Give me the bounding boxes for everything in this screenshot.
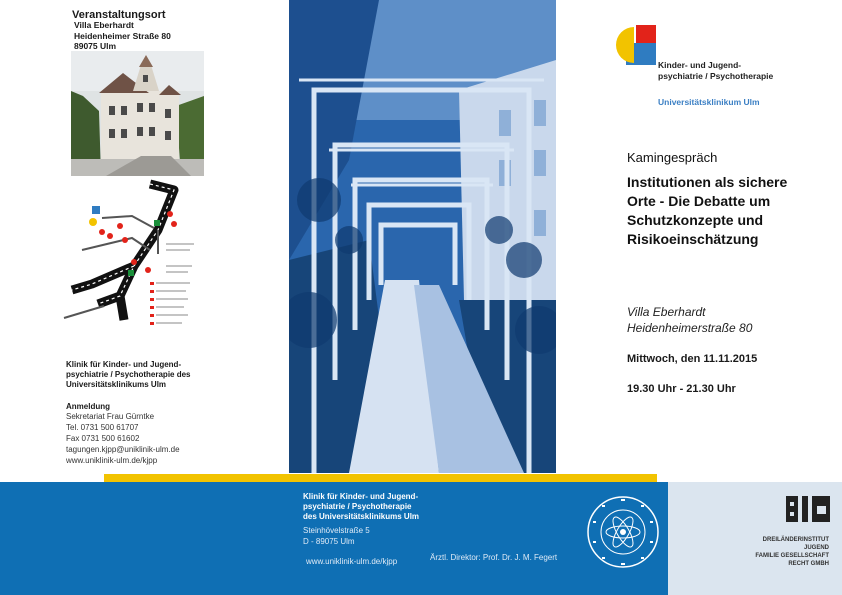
- registration-website-link[interactable]: www.uniklinik-ulm.de/kjpp: [66, 456, 158, 465]
- event-title-line: Institutionen als sichere: [627, 174, 788, 190]
- institute-logo-icon: [786, 494, 832, 524]
- footer-city: D - 89075 Ulm: [303, 537, 355, 546]
- event-title-line: Orte - Die Debatte um: [627, 193, 771, 209]
- footer-street: Steinhövelstraße 5: [303, 526, 370, 535]
- venue-name: Villa Eberhardt: [74, 20, 134, 30]
- footer-clinic-line: des Universitätsklinikums Ulm: [303, 512, 420, 521]
- registration-email-link[interactable]: tagungen.kjpp@uniklinik-ulm.de: [66, 445, 180, 454]
- institute-line: DREILÄNDERINSTITUT: [762, 537, 829, 543]
- institute-line: RECHT GMBH: [788, 561, 829, 567]
- event-title: [627, 173, 827, 249]
- clinic-name-line: Universitätsklinikums Ulm: [66, 380, 167, 389]
- location-map: [62, 178, 202, 328]
- logo-line: Kinder- und Jugend-: [658, 60, 742, 70]
- clinic-name-line: Klinik für Kinder- und Jugend-: [66, 360, 182, 369]
- event-title-line: Risikoeinschätzung: [627, 231, 759, 247]
- institute-line: JUGEND: [803, 545, 829, 551]
- event-type: Kamingespräch: [627, 150, 718, 165]
- venue-street: Heidenheimer Straße 80: [74, 31, 171, 41]
- pergola-photo: [289, 0, 556, 473]
- footer-clinic-line: Klinik für Kinder- und Jugend-: [303, 492, 419, 501]
- registration-fax: Fax 0731 500 61602: [66, 434, 140, 443]
- footer-director: Ärztl. Direktor: Prof. Dr. J. M. Fegert: [430, 553, 558, 562]
- clinic-name: [66, 360, 216, 390]
- registration-phone: Tel. 0731 500 61707: [66, 423, 139, 432]
- event-location-name: Villa Eberhardt: [627, 305, 706, 319]
- registration-contact: Sekretariat Frau Gürntke: [66, 412, 155, 421]
- event-title-line: Schutzkonzepte und: [627, 212, 764, 228]
- event-time: 19.30 Uhr - 21.30 Uhr: [627, 383, 736, 395]
- footer-website-link[interactable]: www.uniklinik-ulm.de/kjpp: [306, 557, 398, 566]
- clinic-logo: [614, 25, 656, 67]
- logo-line: psychiatrie / Psychotherapie: [658, 71, 774, 81]
- event-location-street: Heidenheimerstraße 80: [627, 321, 753, 335]
- footer-clinic-name: [303, 492, 419, 522]
- venue-city: 89075 Ulm: [74, 41, 117, 51]
- venue-heading: Veranstaltungsort: [72, 9, 166, 21]
- footer-clinic-line: psychiatrie / Psychotherapie: [303, 502, 412, 511]
- event-date: Mittwoch, den 11.11.2015: [627, 353, 758, 365]
- university-name: Universitätsklinikum Ulm: [658, 97, 760, 107]
- clinic-name-line: psychiatrie / Psychotherapie des: [66, 370, 191, 379]
- university-seal-icon: [586, 495, 660, 569]
- institute-line: FAMILIE GESELLSCHAFT: [755, 553, 829, 559]
- villa-photo: [71, 51, 204, 176]
- registration-heading: Anmeldung: [66, 402, 110, 411]
- institute-name: [735, 536, 829, 568]
- clinic-logo-text: [658, 60, 773, 82]
